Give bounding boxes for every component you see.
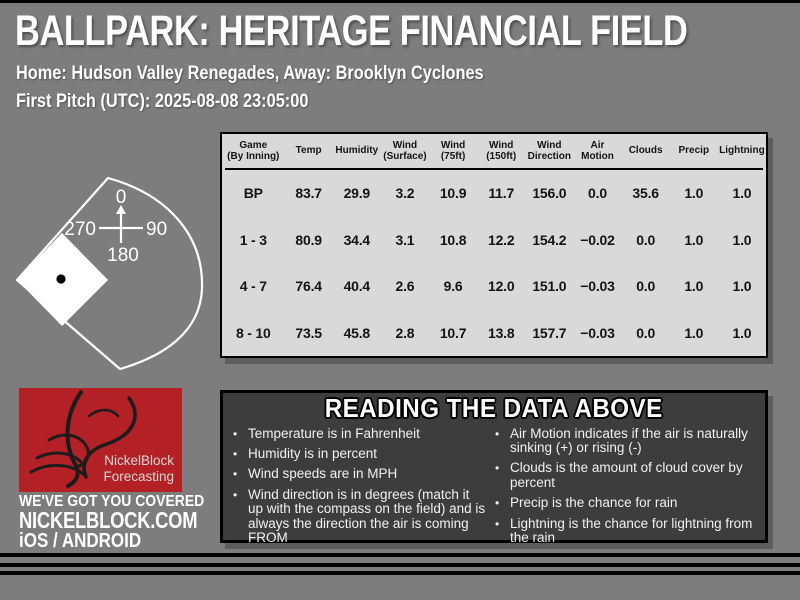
bullet-icon: • [233, 426, 238, 441]
table-cell: 1.0 [684, 185, 704, 202]
table-cell: 34.4 [343, 231, 371, 248]
table-cell: 1.0 [684, 278, 704, 295]
first-pitch-subtitle: First Pitch (UTC): 2025-08-08 23:05:00 [16, 91, 309, 112]
legend-item-text: Clouds is the amount of cloud cover by percent [510, 460, 743, 490]
compass-label-e: 90 [146, 219, 168, 240]
table-cell: 157.7 [532, 324, 567, 341]
header-line: Humidity [335, 145, 379, 157]
compass-label-s: 180 [107, 245, 139, 266]
bottom-stripe [0, 553, 800, 557]
table-cell: 73.5 [295, 324, 322, 341]
table-cell: 0.0 [636, 231, 656, 248]
table-cell: 1.0 [732, 324, 752, 341]
bottom-stripe [0, 563, 800, 567]
top-border [0, 0, 800, 3]
table-cell: 0.0 [588, 185, 607, 202]
bottom-stripe [0, 571, 800, 575]
reading-panel [220, 390, 768, 546]
header-line: Lightning [719, 145, 765, 157]
bullet-icon: • [233, 467, 238, 482]
logo-box [19, 388, 182, 492]
reading-panel-title-text: READING THE DATA ABOVE [324, 393, 663, 423]
header-line: Precip [678, 145, 710, 157]
table-cell: 12.0 [487, 278, 515, 295]
table-cell: 10.9 [439, 185, 467, 202]
header-line: (By Inning) [227, 151, 280, 162]
table-column-header [477, 134, 525, 168]
header-line: Wind [392, 139, 418, 151]
table-column-header [285, 134, 333, 168]
page-title: BALLPARK: HERITAGE FINANCIAL FIELD [15, 7, 688, 55]
table-cell: 83.7 [295, 185, 322, 202]
table-cell: 1.0 [732, 278, 752, 295]
bullet-icon: • [495, 516, 500, 531]
table-cell: −0.02 [580, 231, 615, 248]
legend-item [233, 488, 487, 546]
table-cell: 80.9 [295, 231, 322, 248]
header-line: Direction [527, 151, 572, 162]
weather-table-grid [222, 134, 766, 356]
table-column-header [670, 134, 718, 168]
legend-item-text: Wind direction is in degrees (match it up with the compass on the field) and is always the direction the air is coming FROM [248, 486, 486, 546]
table-column-header [222, 134, 285, 168]
table-column-header [333, 134, 381, 168]
header-line: Wind [489, 139, 514, 151]
header-line: Wind [537, 139, 562, 151]
bullet-icon: • [233, 487, 238, 502]
table-cell: 29.9 [343, 185, 371, 202]
table-cell: 3.1 [395, 231, 415, 248]
header-line: Motion [581, 151, 614, 162]
header-line: (75ft) [440, 151, 466, 162]
table-cell: 1.0 [684, 231, 704, 248]
table-cell: 1.0 [732, 185, 752, 202]
table-cell: 1.0 [684, 324, 704, 341]
bullet-icon: • [495, 461, 500, 476]
bullet-icon: • [233, 447, 238, 462]
legend-item-text: Precip is the chance for rain [510, 495, 678, 511]
legend-columns [223, 425, 765, 552]
legend-item [233, 467, 487, 481]
legend-item [233, 427, 487, 441]
table-row-label: 8 - 10 [235, 324, 271, 341]
table-cell: 11.7 [488, 185, 515, 202]
table-cell: −0.03 [580, 324, 615, 341]
table-row-label: BP [243, 185, 263, 202]
compass [99, 205, 143, 243]
table-column-header [429, 134, 477, 168]
table-cell: 3.2 [395, 185, 415, 202]
brand-platforms: iOS / ANDROID [19, 530, 142, 552]
legend-item-text: Wind speeds are in MPH [248, 466, 398, 482]
weather-table [220, 132, 768, 358]
header-line: Wind [440, 139, 466, 151]
legend-item [495, 461, 759, 490]
table-cell: 76.4 [295, 278, 322, 295]
compass-label-n: 0 [115, 187, 127, 208]
reading-panel-title [223, 394, 765, 423]
header-line: (150ft) [486, 151, 517, 162]
table-cell: 13.8 [487, 324, 515, 341]
logo-wordmark [103, 453, 174, 485]
brand-website: NICKELBLOCK.COM [19, 507, 198, 533]
table-cell: 10.8 [439, 231, 467, 248]
teams-subtitle: Home: Hudson Valley Renegades, Away: Brooklyn Cyclones [16, 63, 484, 84]
table-cell: 12.2 [487, 231, 515, 248]
legend-item-text: Air Motion indicates if the air is naturally sinking (+) or rising (-) [510, 425, 748, 456]
legend-item-text: Lightning is the chance for lightning from the rain [510, 515, 753, 546]
legend-item [495, 427, 759, 456]
legend-item [495, 517, 759, 546]
pitcher-mound-dot [56, 274, 65, 283]
table-cell: −0.03 [580, 278, 615, 295]
brand-tagline: WE'VE GOT YOU COVERED [19, 493, 205, 510]
legend-item [495, 496, 759, 510]
table-cell: 156.0 [532, 185, 567, 202]
header-line: Air [590, 139, 605, 151]
table-cell: 2.8 [395, 324, 415, 341]
table-cell: 1.0 [732, 231, 752, 248]
table-column-header [381, 134, 429, 168]
bullet-icon: • [495, 496, 500, 511]
logo-wordmark-line1: NickelBlock [104, 452, 174, 468]
bullet-icon: • [495, 426, 500, 441]
table-row-label: 1 - 3 [239, 231, 267, 248]
header-line: Clouds [628, 145, 663, 157]
table-cell: 40.4 [343, 278, 371, 295]
table-column-header [573, 134, 621, 168]
table-cell: 45.8 [343, 324, 371, 341]
legend-column-right [495, 427, 759, 552]
logo-wordmark-line2: Forecasting [103, 468, 174, 484]
table-row-label: 4 - 7 [239, 278, 267, 295]
legend-item [233, 447, 487, 461]
table-cell: 0.0 [636, 324, 656, 341]
table-cell: 9.6 [443, 278, 463, 295]
field-diagram [0, 130, 220, 380]
table-cell: 10.7 [439, 324, 467, 341]
table-cell: 151.0 [532, 278, 567, 295]
table-cell: 35.6 [632, 185, 659, 202]
table-column-header [622, 134, 670, 168]
table-cell: 2.6 [395, 278, 415, 295]
legend-item-text: Humidity is in percent [248, 446, 378, 462]
header-line: Temp [295, 145, 322, 157]
table-column-header [718, 134, 766, 168]
header-line: Game [239, 139, 268, 151]
table-column-header [525, 134, 573, 168]
legend-item-text: Temperature is in Fahrenheit [248, 425, 420, 441]
legend-column-left [233, 427, 487, 552]
table-cell: 154.2 [532, 231, 567, 248]
table-cell: 0.0 [636, 278, 656, 295]
header-line: (Surface) [383, 151, 427, 162]
compass-label-w: 270 [64, 219, 96, 240]
